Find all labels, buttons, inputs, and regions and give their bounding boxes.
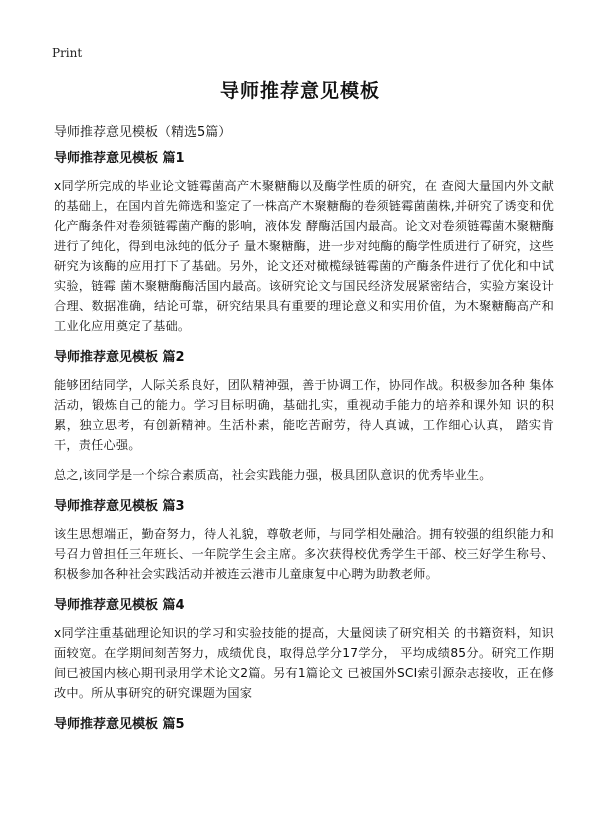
section-3 (54, 495, 554, 584)
section-4 (54, 594, 554, 703)
paragraph: x同学注重基础理论知识的学习和实验技能的提高，大量阅读了研究相关 的书籍资料，知识面较宽。在学期间刻苦努力，成绩优良，取得总学分17学分， 平均成绩85分。研究工作期间已被国内核心期刊录用学术论文2篇。另有1篇论文 已被国外SCI索引源杂志接收，正在修改中。所从事研究的研究课题为国家 (54, 626, 554, 700)
section-5 (54, 713, 554, 732)
section-heading: 导师推荐意见模板 篇2 (54, 350, 185, 365)
document-subtitle: 导师推荐意见模板（精选5篇） (54, 125, 232, 140)
section-1 (54, 147, 554, 336)
document-title: 导师推荐意见模板 (219, 80, 380, 102)
print-link[interactable]: Print (52, 46, 83, 60)
paragraph: 能够团结同学，人际关系良好，团队精神强，善于协调工作，协同作战。积极参加各种 集体活动，锻炼自己的能力。学习目标明确，基础扎实，重视动手能力的培养和课外知 识的积累，独立思考，有创新精神。生活朴素，能吃苦耐劳，待人真诚，工作细心认真， 踏实肯干，责任心强。 (54, 378, 554, 452)
paragraph: 总之,该同学是一个综合素质高，社会实践能力强，极具团队意识的优秀毕业生。 (54, 468, 492, 482)
section-heading: 导师推荐意见模板 篇1 (54, 151, 185, 166)
section-2 (54, 346, 554, 485)
paragraph: 该生思想端正，勤奋努力，待人礼貌，尊敬老师，与同学相处融洽。拥有较强的组织能力和号召力曾担任三年班长、一年院学生会主席。多次获得校优秀学生干部、校三好学生称号、积极参加各种社会实践活动并被连云港市儿童康复中心聘为助教老师。 (54, 527, 554, 581)
section-heading: 导师推荐意见模板 篇3 (54, 499, 185, 514)
paragraph: x同学所完成的毕业论文链霉菌高产木聚糖酶以及酶学性质的研究，在 查阅大量国内外文献的基础上，在国内首先筛选和鉴定了一株高产木聚糖酶的卷须链霉菌菌株,并研究了诱变和优化产酶条件对卷须链霉菌产酶的影响，液体发 酵酶活国内最高。论文对卷须链霉菌木聚糖酶进行了纯化，得到电泳纯的低分子 量木聚糖酶，进一步对纯酶的酶学性质进行了研究，这些研究为该酶的应用打下了基础。另外，论文还对橄榄绿链霉菌的产酶条件进行了优化和中试实验，链霉 菌木聚糖酶酶活国内最高。该研究论文与国民经济发展紧密结合，实验方案设计合理、数据准确，结论可靠，研究结果具有重要的理论意义和实用价值，为木聚糖酶高产和工业化应用奠定了基础。 (54, 179, 554, 333)
section-heading: 导师推荐意见模板 篇4 (54, 598, 185, 613)
document-body (54, 147, 554, 742)
section-heading: 导师推荐意见模板 篇5 (54, 717, 185, 732)
